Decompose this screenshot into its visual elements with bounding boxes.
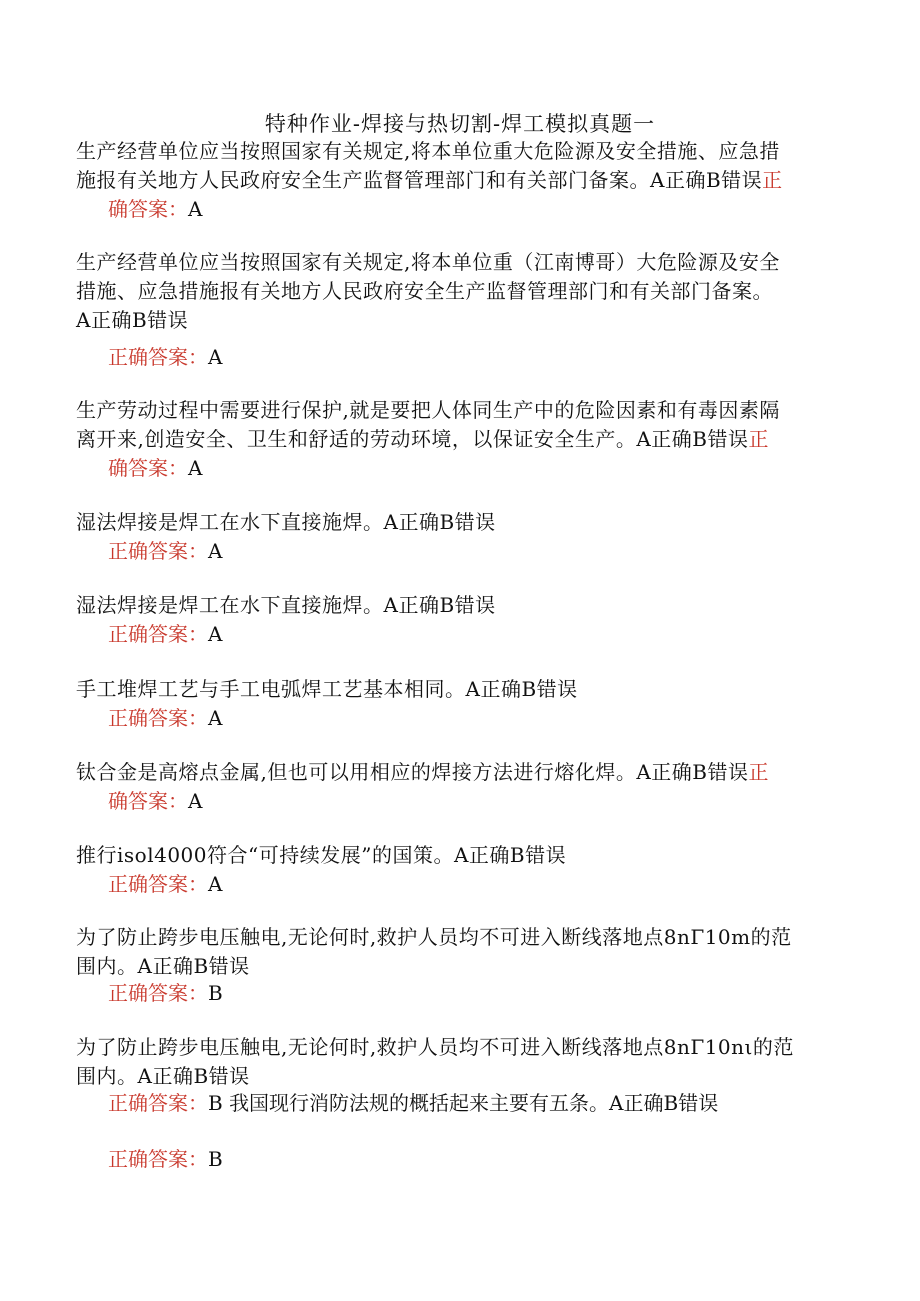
question-7: [76, 758, 826, 787]
question-8: [76, 841, 826, 870]
next-question-text: 我国现行消防法规的概括起来主要有五条。A正确B错误: [229, 1091, 719, 1115]
answer-label: 正确答案：: [108, 872, 208, 896]
answer-label: 正确答案：: [108, 981, 208, 1005]
question-3-line-1: 生产劳动过程中需要进行保护,就是要把人体同生产中的危险因素和有毒因素隔: [76, 398, 780, 422]
answer-value: A: [188, 789, 203, 813]
question-9-line-2: 围内。A正确B错误: [76, 954, 250, 978]
question-6-line-1: 手工堆焊工艺与手工电弧焊工艺基本相同。A正确B错误: [76, 677, 578, 701]
answer-label: 正确答案：: [108, 622, 208, 646]
answer-value: A: [188, 197, 203, 221]
answer-label: 正确答案：: [108, 1091, 208, 1115]
question-5: [76, 591, 826, 620]
question-4-line-1: 湿法焊接是焊工在水下直接施焊。A正确B错误: [76, 510, 496, 534]
answer-value: A: [188, 456, 203, 480]
answer-value: A: [208, 706, 223, 730]
answer-label: 正确答案：: [108, 706, 208, 730]
answer-10: [108, 1089, 808, 1118]
answer-4: [108, 537, 222, 566]
answer-7: [108, 787, 202, 816]
question-9-line-1: 为了防止跨步电压触电,无论何时,救护人员均不可进入断线落地点8nΓ10m的范: [76, 925, 792, 949]
answer-value: A: [208, 872, 223, 896]
question-1: [76, 137, 826, 195]
answer-label-start: 正: [762, 168, 783, 192]
question-2-line-2: 措施、应急措施报有关地方人民政府安全生产监督管理部门和有关部门备案。: [76, 279, 773, 303]
question-3: [76, 396, 826, 454]
answer-value: B: [208, 1147, 223, 1171]
answer-label: 确答案：: [108, 456, 188, 480]
question-10: [76, 1033, 826, 1091]
answer-value: A: [208, 539, 223, 563]
answer-label: 正确答案：: [108, 1147, 208, 1171]
answer-2: [108, 343, 222, 372]
question-9: [76, 923, 826, 981]
answer-3: [108, 454, 202, 483]
answer-value: A: [208, 345, 223, 369]
answer-1: [108, 195, 202, 224]
answer-label-start: 正: [748, 760, 769, 784]
answer-6: [108, 704, 222, 733]
answer-value: A: [208, 622, 223, 646]
answer-label: 确答案：: [108, 789, 188, 813]
question-6: [76, 675, 826, 704]
question-3-line-2: 离开来,创造安全、卫生和舒适的劳动环境，以保证安全生产。A正确B错误: [76, 427, 749, 451]
question-5-line-1: 湿法焊接是焊工在水下直接施焊。A正确B错误: [76, 593, 496, 617]
question-2: [76, 248, 826, 335]
question-1-line-1: 生产经营单位应当按照国家有关规定,将本单位重大危险源及安全措施、应急措: [76, 139, 780, 163]
answer-9: [108, 979, 223, 1008]
answer-8: [108, 870, 222, 899]
answer-label: 确答案：: [108, 197, 188, 221]
question-8-line-1: 推行isol4000符合“可持续发展”的国策。A正确B错误: [76, 843, 567, 867]
question-7-line-1: 钛合金是高熔点金属,但也可以用相应的焊接方法进行熔化焊。A正确B错误: [76, 760, 749, 784]
document-title: 特种作业-焊接与热切割-焊工模拟真题一: [264, 112, 656, 136]
answer-label: 正确答案：: [108, 539, 208, 563]
answer-value: B: [208, 981, 223, 1005]
question-10-line-2: 围内。A正确B错误: [76, 1064, 250, 1088]
question-1-line-2: 施报有关地方人民政府安全生产监督管理部门和有关部门备案。A正确B错误: [76, 168, 763, 192]
question-2-line-3: A正确B错误: [76, 308, 189, 332]
question-4: [76, 508, 826, 537]
answer-11: [108, 1145, 223, 1174]
answer-label-start: 正: [748, 427, 769, 451]
answer-5: [108, 620, 222, 649]
question-2-line-1: 生产经营单位应当按照国家有关规定,将本单位重（江南博哥）大危险源及安全: [76, 250, 780, 274]
answer-label: 正确答案：: [108, 345, 208, 369]
question-10-line-1: 为了防止跨步电压触电,无论何时,救护人员均不可进入断线落地点8nΓ10nι的范: [76, 1035, 794, 1059]
answer-value: B: [208, 1091, 223, 1115]
